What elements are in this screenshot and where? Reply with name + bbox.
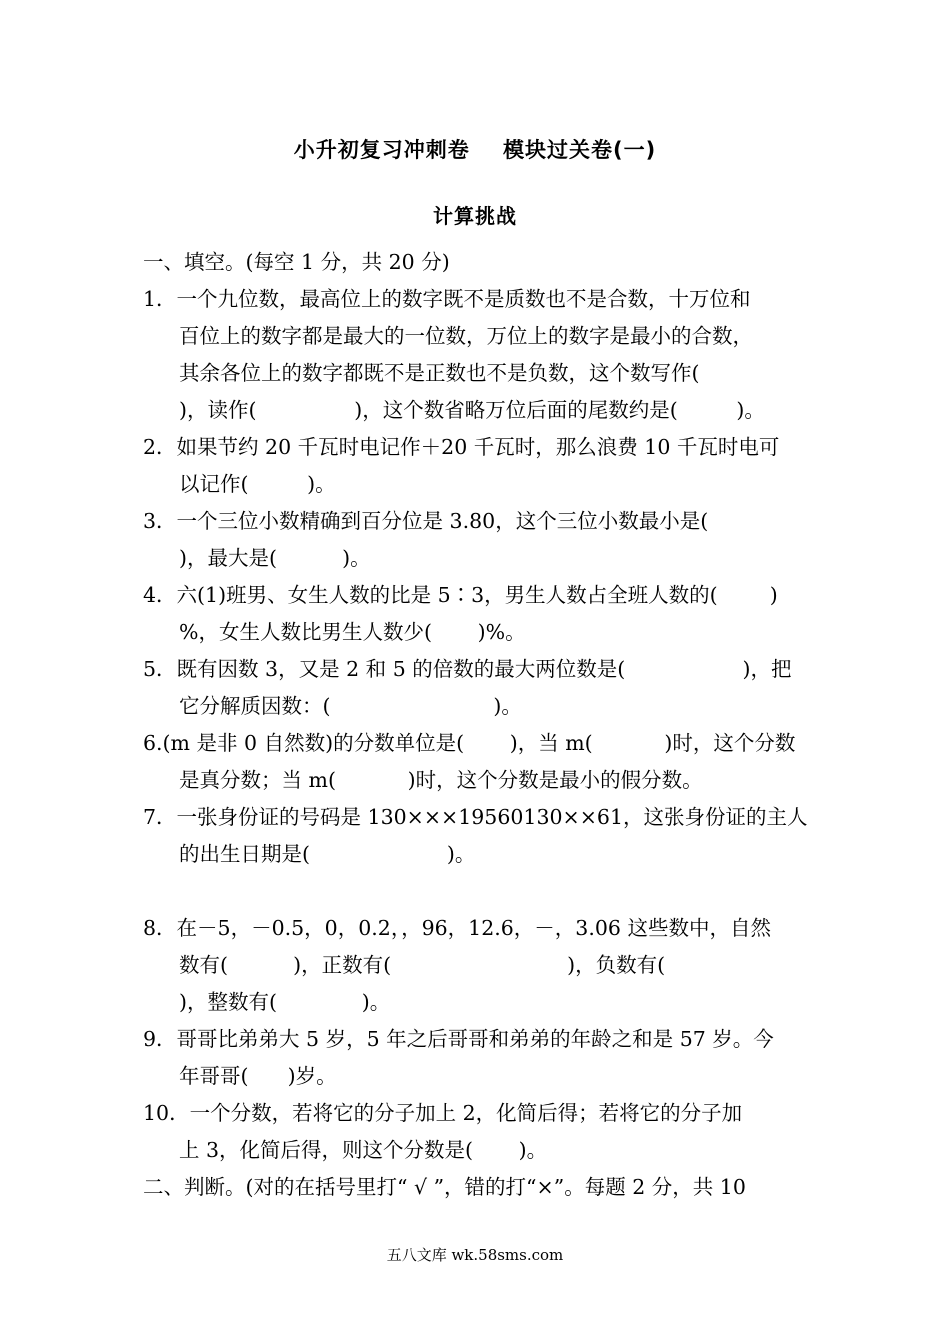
text-line: 8．在－5，－0.5，0，0.2，，96，12.6，－，3.06 这些数中，自然	[143, 916, 771, 940]
text-line: 上 3，化简后得，则这个分数是( )。	[179, 1138, 548, 1162]
text-line: 一、填空。(每空 1 分，共 20 分)	[143, 250, 450, 274]
text-line: 10．一个分数，若将它的分子加上 2，化简后得；若将它的分子加	[143, 1101, 743, 1125]
text-line: 的出生日期是( )。	[179, 842, 476, 866]
text-line: 数有( )，正数有( )，负数有(	[179, 953, 666, 977]
text-line: )，读作( )，这个数省略万位后面的尾数约是( )。	[179, 398, 765, 422]
text-line: 年哥哥( )岁。	[179, 1064, 337, 1088]
text-line: 3．一个三位小数精确到百分位是 3.80，这个三位小数最小是(	[143, 509, 709, 533]
text-line: 是真分数；当 m( )时，这个分数是最小的假分数。	[179, 768, 703, 792]
text-line: 以记作( )。	[179, 472, 336, 496]
text-line: )，最大是( )。	[179, 546, 371, 570]
blank-line	[143, 873, 813, 910]
text-line: 7．一张身份证的号码是 130×××19560130××61，这张身份证的主人	[143, 805, 808, 829]
text-line: 其余各位上的数字都既不是正数也不是负数，这个数写作(	[179, 361, 700, 385]
text-line: %，女生人数比男生人数少( )%。	[179, 620, 526, 644]
text-line: 4．六(1)班男、女生人数的比是 5∶3，男生人数占全班人数的( )	[143, 583, 778, 607]
text-line: 5．既有因数 3，又是 2 和 5 的倍数的最大两位数是( )，把	[143, 657, 792, 681]
document-title: 小升初复习冲刺卷 模块过关卷(一)	[293, 138, 657, 162]
text-line: 二、判断。(对的在括号里打“ √ ”，错的打“×”。每题 2 分，共 10	[143, 1175, 746, 1199]
text-line: 1．一个九位数，最高位上的数字既不是质数也不是合数，十万位和	[143, 287, 751, 311]
text-line: 9．哥哥比弟弟大 5 岁，5 年之后哥哥和弟弟的年龄之和是 57 岁。今	[143, 1027, 774, 1051]
text-line: 百位上的数字都是最大的一位数，万位上的数字是最小的合数，	[179, 324, 753, 348]
text-line: 6.(m 是非 0 自然数)的分数单位是( )，当 m( )时，这个分数	[143, 731, 796, 755]
question-content	[143, 244, 813, 1206]
text-line: 它分解质因数：( )。	[179, 694, 522, 718]
text-line: 2．如果节约 20 千瓦时电记作＋20 千瓦时，那么浪费 10 千瓦时电可	[143, 435, 780, 459]
section-subtitle: 计算挑战	[433, 204, 517, 228]
footer-watermark: 五八文库 wk.58sms.com	[386, 1246, 564, 1264]
text-line: )，整数有( )。	[179, 990, 391, 1014]
